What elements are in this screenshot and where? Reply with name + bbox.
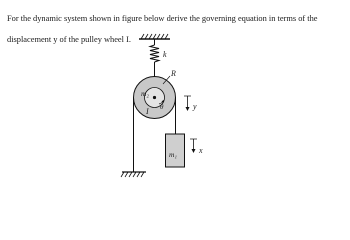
ground [121, 172, 146, 177]
displacement-x-label: x [199, 146, 203, 155]
x-displacement-arrow [190, 139, 197, 153]
radius-label: R [171, 69, 176, 78]
spring-label: k [163, 50, 167, 59]
displacement-y-label: y [193, 102, 197, 111]
pulley-mass-label: m₂ [141, 89, 150, 98]
block-mass-label: m₁ [169, 150, 178, 159]
pulley-wheel [134, 77, 176, 119]
angle-label: θ [160, 103, 164, 111]
ceiling-support [139, 34, 170, 39]
problem-line-1: For the dynamic system shown in figure below derive the governing equation in terms of the [7, 13, 318, 23]
problem-line-2: displacement y of the pulley wheel I. [7, 34, 131, 44]
y-displacement-arrow [184, 96, 191, 111]
inertia-label: I [146, 107, 149, 116]
